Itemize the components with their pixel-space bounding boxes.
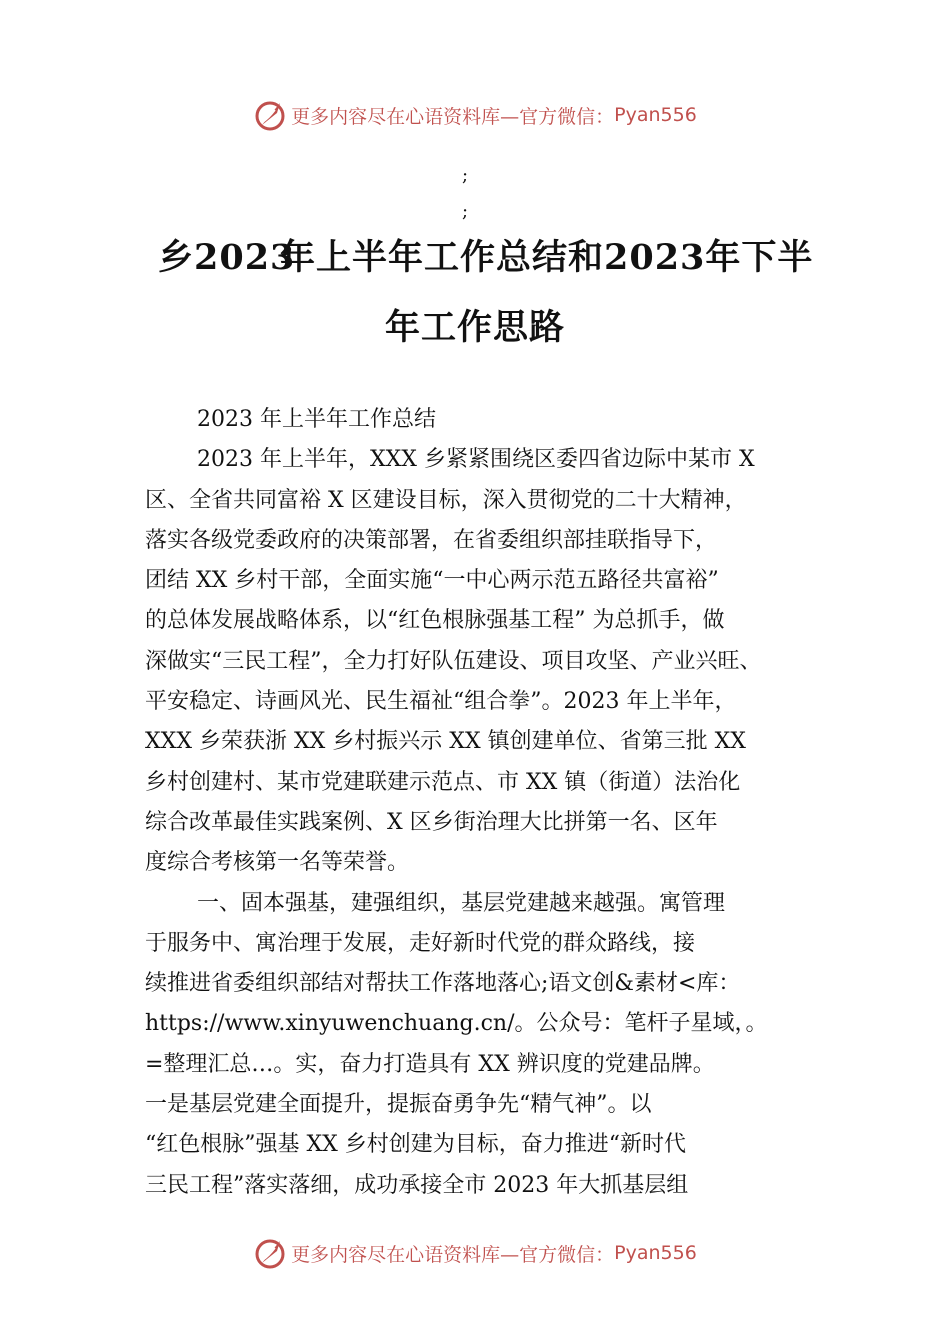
body-line: 一、固本强基，建强组织，基层党建越来越强。寓管理 (197, 890, 726, 916)
banner-text: 更多内容尽在心语资料库—官方微信： (291, 1243, 615, 1266)
body-line: 团结 XX 乡村干部，全面实施“一中心两示范五路径共富裕” (145, 568, 719, 594)
body-line: 续推进省委组织部结对帮扶工作落地落心;语文创&素材<库： (145, 971, 741, 997)
quill-logo-icon (253, 98, 287, 132)
title-prefix: 乡2023 (158, 237, 296, 278)
wechat-id: Pyan556 (614, 104, 697, 126)
semicolon-marks (462, 158, 468, 230)
document-body (145, 400, 835, 1206)
body-line: 的总体发展战略体系，以“红色根脉强基工程” 为总抓手，做 (145, 608, 725, 634)
body-line: 平安稳定、诗画风光、民生福祉“组合拳”。2023 年上半年， (145, 689, 737, 715)
body-line: 2023 年上半年工作总结 (197, 407, 436, 432)
body-line: 三民工程”落实落细，成功承接全市 2023 年大抓基层组 (145, 1172, 689, 1198)
body-line: 深做实“三民工程”，全力打好队伍建设、项目攻坚、产业兴旺、 (145, 648, 762, 674)
body-line: 于服务中、寓治理于发展，走好新时代党的群众路线，接 (145, 930, 696, 956)
body-line: https://www.xinyuwenchuang.cn/。公众号：笔杆子星域，。 (145, 1011, 768, 1037)
banner-text: 更多内容尽在心语资料库—官方微信： (291, 105, 615, 128)
body-line: 乡村创建村、某市党建联建示范点、市 XX 镇（街道）法治化 (145, 769, 741, 795)
body-line: “红色根脉”强基 XX 乡村创建为目标，奋力推进“新时代 (145, 1132, 687, 1158)
semicolon-mark: ; (462, 165, 469, 186)
body-line: 落实各级党委政府的决策部署，在省委组织部挂联指导下， (145, 527, 718, 553)
title-rest: 年上半年工作总结和2023年下半 (280, 237, 814, 278)
wechat-id: Pyan556 (614, 1242, 697, 1264)
semicolon-mark: ; (462, 201, 469, 222)
body-line: 度综合考核第一名等荣誉。 (145, 850, 410, 876)
document-title-line2: 年工作思路 (384, 307, 565, 348)
footer-banner (0, 1233, 950, 1273)
body-line: 区、全省共同富裕 X 区建设目标，深入贯彻党的二十大精神， (145, 487, 747, 513)
body-line: 2023 年上半年，XXX 乡紧紧围绕区委四省边际中某市 X (197, 447, 755, 473)
body-line: 一是基层党建全面提升，提振奋勇争先“精气神”。以 (145, 1092, 652, 1118)
header-banner (0, 95, 950, 135)
body-line: 综合改革最佳实践案例、X 区乡街治理大比拼第一名、区年 (145, 809, 718, 835)
quill-logo-icon (253, 1236, 287, 1270)
body-line: XXX 乡荣获浙 XX 乡村振兴示 XX 镇创建单位、省第三批 XX (145, 729, 746, 755)
body-line: =整理汇总…。实，奋力打造具有 XX 辨识度的党建品牌。 (145, 1051, 715, 1077)
